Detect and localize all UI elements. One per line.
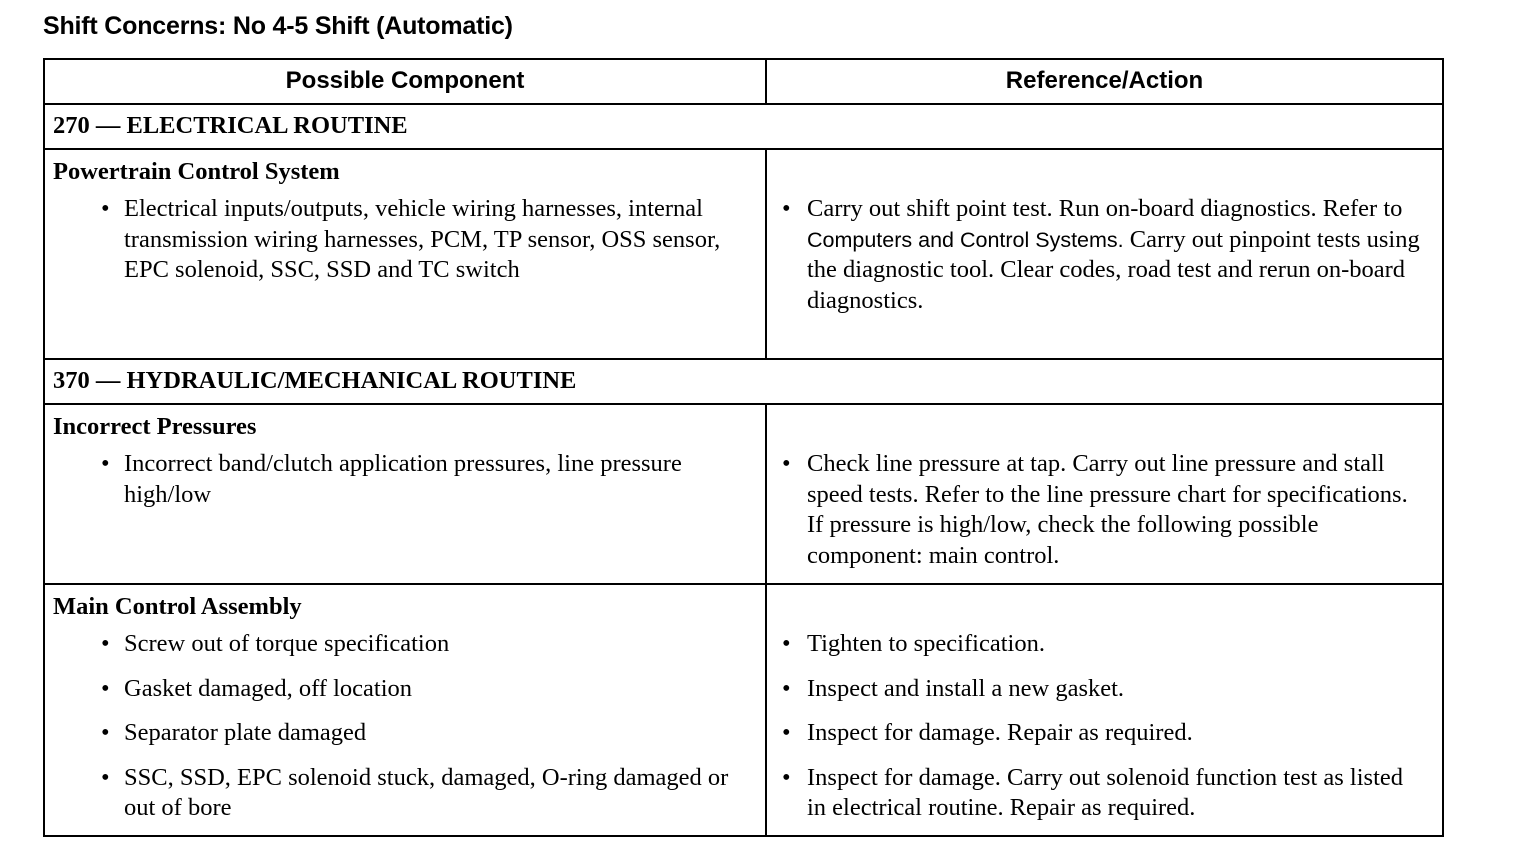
bullet: •: [101, 195, 110, 222]
list-item: [45, 629, 765, 660]
group-row: [44, 404, 1443, 584]
action-text: Inspect and install a new gasket.: [807, 674, 1125, 702]
list-item: [45, 763, 765, 824]
component-text: Incorrect band/clutch application pressures, line pressure high/low: [124, 450, 682, 508]
action-text: Tighten to specification.: [807, 630, 1045, 657]
page-title: Shift Concerns: No 4-5 Shift (Automatic): [43, 12, 513, 40]
routine-row: [44, 359, 1443, 404]
component-text: Electrical inputs/outputs, vehicle wiring harnesses, internal transmission wiring harnesses, PCM, TP sensor, OSS sensor, EPC solenoid, SSC, SSD and TC switch: [124, 195, 721, 283]
header-possible-component: Possible Component: [44, 59, 766, 104]
bullet: •: [101, 763, 110, 791]
group-row: [44, 584, 1443, 836]
routine-heading-hydraulic: 370 — HYDRAULIC/MECHANICAL ROUTINE: [44, 359, 1443, 404]
action-text: Carry out pinpoint tests using the diagnostic tool. Clear codes, road test and rerun on-board diagnostics.: [807, 225, 1420, 314]
action-text: Carry out shift point test. Run on-board diagnostics. Refer to: [807, 195, 1403, 222]
list-item: [767, 763, 1442, 824]
bullet: •: [782, 195, 791, 222]
bullet: •: [782, 719, 791, 746]
list-item: [767, 674, 1442, 705]
list-item: [767, 629, 1442, 660]
list-item: [45, 718, 765, 749]
group-row: [44, 149, 1443, 359]
component-text: Separator plate damaged: [124, 719, 367, 746]
bullet: •: [101, 630, 110, 657]
component-text: Screw out of torque specification: [124, 630, 450, 657]
action-cell: [766, 584, 1443, 836]
list-item: [45, 194, 765, 286]
bullet: •: [782, 674, 791, 702]
list-item: [45, 674, 765, 705]
group-title-powertrain: Powertrain Control System: [53, 158, 340, 185]
action-text: Inspect for damage. Repair as required.: [807, 719, 1193, 746]
bullet: •: [101, 674, 110, 702]
component-text: SSC, SSD, EPC solenoid stuck, damaged, O-ring damaged or out of bore: [124, 763, 729, 821]
list-item: [767, 718, 1442, 749]
table-header-row: [44, 59, 1443, 104]
bullet: •: [782, 630, 791, 657]
component-text: Gasket damaged, off location: [124, 674, 413, 702]
group-title-incorrect-pressures: Incorrect Pressures: [53, 413, 257, 440]
header-reference-action: Reference/Action: [766, 59, 1443, 104]
routine-row: [44, 104, 1443, 149]
list-item: [767, 194, 1442, 316]
group-title-main-control: Main Control Assembly: [53, 593, 302, 620]
component-cell: [44, 584, 766, 836]
bullet: •: [101, 450, 110, 477]
action-text: Check line pressure at tap. Carry out line pressure and stall speed tests. Refer to the line pressure chart for specifications. If pressure is high/low, check the following possible component: main control.: [807, 450, 1408, 569]
list-item: [45, 449, 765, 510]
action-cell: [766, 149, 1443, 359]
reference-link[interactable]: Computers and Control Systems.: [807, 227, 1124, 252]
action-cell: [766, 404, 1443, 584]
bullet: •: [101, 719, 110, 746]
shift-concerns-table: [43, 58, 1444, 837]
bullet: •: [782, 763, 791, 791]
component-cell: [44, 404, 766, 584]
action-text: Inspect for damage. Carry out solenoid function test as listed in electrical routine. Repair as required.: [807, 763, 1404, 821]
bullet: •: [782, 450, 791, 477]
component-cell: [44, 149, 766, 359]
list-item: [767, 449, 1442, 571]
routine-heading-electrical: 270 — ELECTRICAL ROUTINE: [44, 104, 1443, 149]
